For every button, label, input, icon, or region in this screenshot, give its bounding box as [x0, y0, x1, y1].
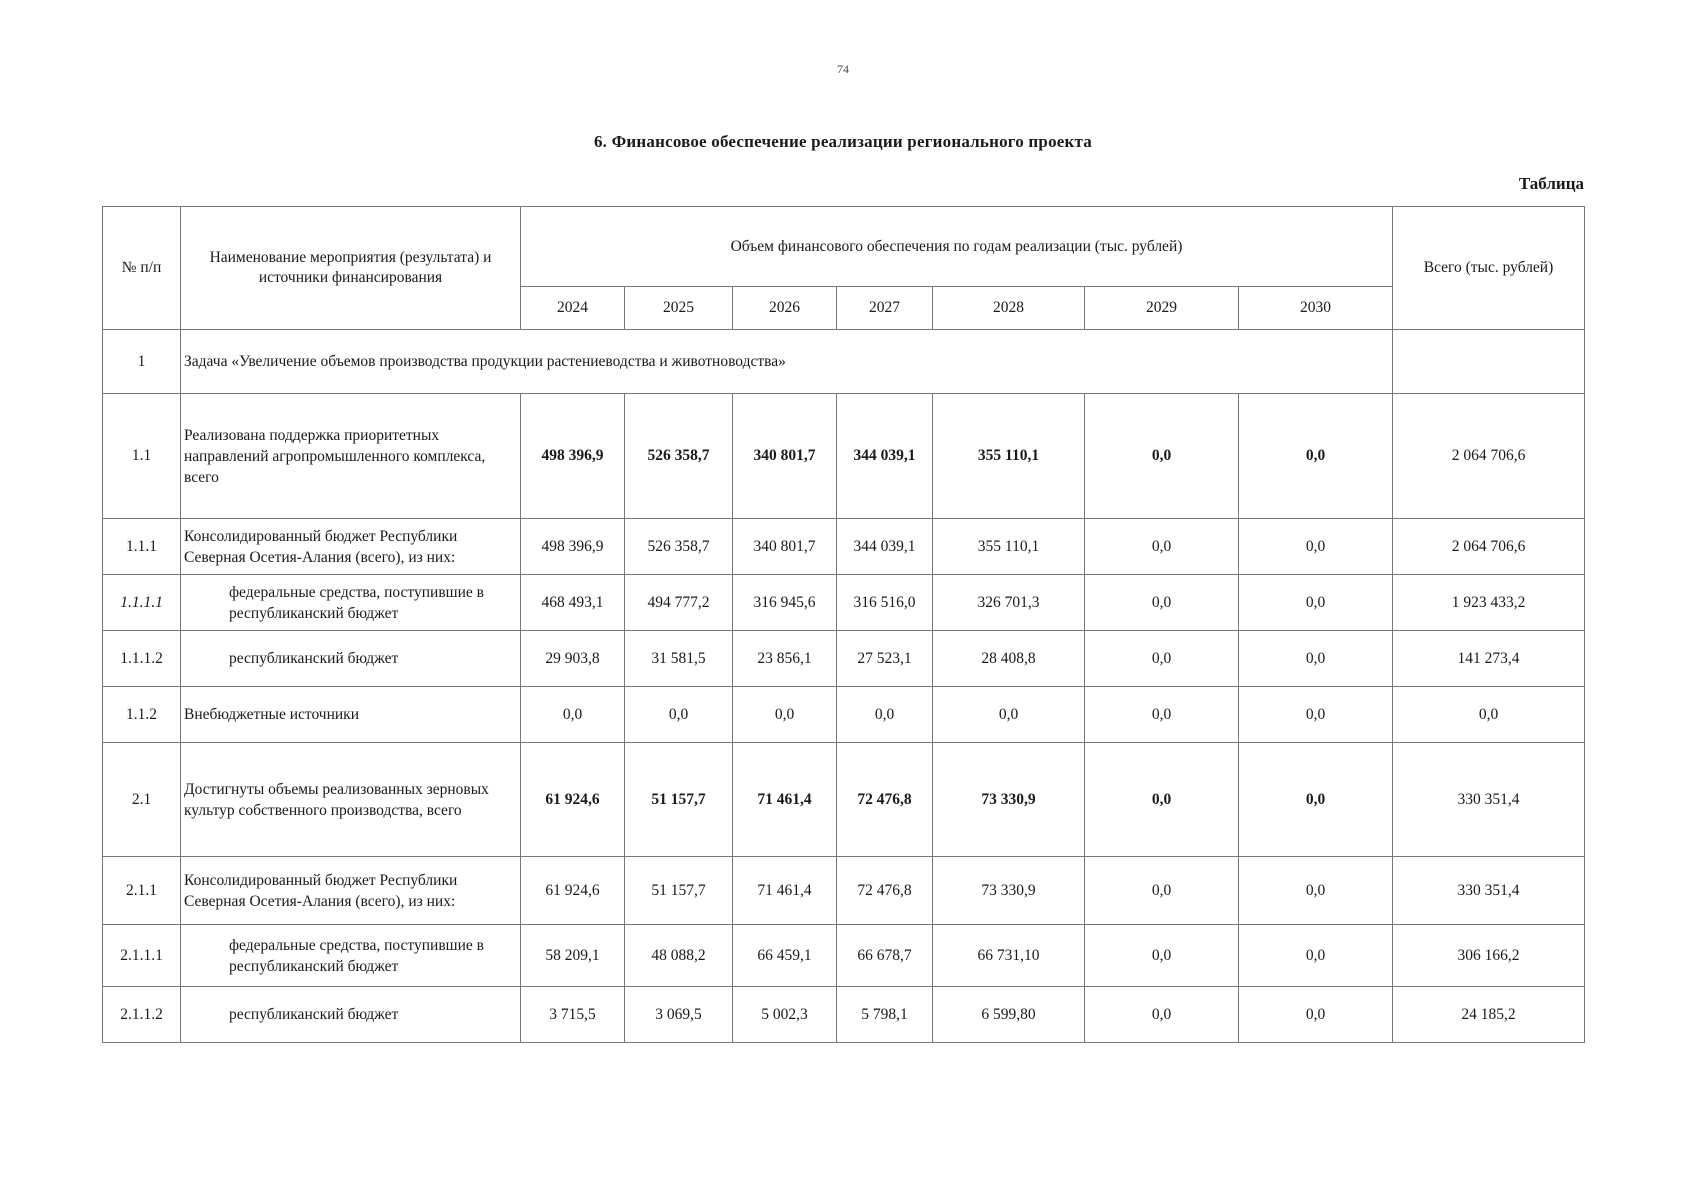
header-year: 2024 — [521, 287, 625, 330]
row-name: Реализована поддержка приоритетных направлений агропромышленного комплекса, всего — [181, 394, 521, 519]
table-row — [103, 575, 1585, 631]
row-value-2029: 0,0 — [1085, 394, 1239, 519]
row-value-2025: 31 581,5 — [625, 631, 733, 687]
row-name: Консолидированный бюджет Республики Северная Осетия-Алания (всего), из них: — [181, 519, 521, 575]
row-value-2026: 316 945,6 — [733, 575, 837, 631]
row-name: Достигнуты объемы реализованных зерновых культур собственного производства, всего — [181, 743, 521, 857]
header-volume: Объем финансового обеспечения по годам реализации (тыс. рублей) — [521, 207, 1393, 287]
row-total: 0,0 — [1393, 687, 1585, 743]
header-year: 2028 — [933, 287, 1085, 330]
row-value-2026: 71 461,4 — [733, 743, 837, 857]
table-row — [103, 687, 1585, 743]
row-name: федеральные средства, поступившие в республиканский бюджет — [181, 925, 521, 987]
row-value-2028: 326 701,3 — [933, 575, 1085, 631]
row-value-2028: 73 330,9 — [933, 857, 1085, 925]
row-total: 330 351,4 — [1393, 743, 1585, 857]
row-value-2024: 3 715,5 — [521, 987, 625, 1043]
row-value-2028: 73 330,9 — [933, 743, 1085, 857]
row-num: 2.1 — [103, 743, 181, 857]
row-value-2029: 0,0 — [1085, 575, 1239, 631]
row-total: 24 185,2 — [1393, 987, 1585, 1043]
row-value-2025: 3 069,5 — [625, 987, 733, 1043]
table-row — [103, 519, 1585, 575]
header-year: 2026 — [733, 287, 837, 330]
row-value-2026: 340 801,7 — [733, 519, 837, 575]
row-value-2027: 72 476,8 — [837, 857, 933, 925]
row-name: Внебюджетные источники — [181, 687, 521, 743]
table-row — [103, 631, 1585, 687]
row-num: 2.1.1 — [103, 857, 181, 925]
table-row — [103, 394, 1585, 519]
row-num: 1.1.1.2 — [103, 631, 181, 687]
row-value-2030: 0,0 — [1239, 857, 1393, 925]
row-value-2024: 58 209,1 — [521, 925, 625, 987]
row-value-2028: 355 110,1 — [933, 394, 1085, 519]
row-total: 306 166,2 — [1393, 925, 1585, 987]
table-row — [103, 925, 1585, 987]
row-value-2026: 23 856,1 — [733, 631, 837, 687]
header-year: 2030 — [1239, 287, 1393, 330]
row-value-2029: 0,0 — [1085, 987, 1239, 1043]
row-num: 2.1.1.1 — [103, 925, 181, 987]
row-num: 1.1 — [103, 394, 181, 519]
row-value-2026: 66 459,1 — [733, 925, 837, 987]
row-value-2024: 61 924,6 — [521, 743, 625, 857]
row-value-2024: 29 903,8 — [521, 631, 625, 687]
row-value-2024: 468 493,1 — [521, 575, 625, 631]
task-num: 1 — [103, 330, 181, 394]
table-row — [103, 987, 1585, 1043]
row-value-2025: 494 777,2 — [625, 575, 733, 631]
table-label: Таблица — [1518, 174, 1584, 193]
row-value-2030: 0,0 — [1239, 987, 1393, 1043]
table-row — [103, 857, 1585, 925]
row-value-2027: 344 039,1 — [837, 519, 933, 575]
table-row — [103, 743, 1585, 857]
row-total: 330 351,4 — [1393, 857, 1585, 925]
row-value-2028: 0,0 — [933, 687, 1085, 743]
row-total: 2 064 706,6 — [1393, 519, 1585, 575]
row-value-2027: 66 678,7 — [837, 925, 933, 987]
page-number: 74 — [837, 62, 849, 76]
row-total: 1 923 433,2 — [1393, 575, 1585, 631]
row-value-2029: 0,0 — [1085, 519, 1239, 575]
row-value-2030: 0,0 — [1239, 925, 1393, 987]
document-title: 6. Финансовое обеспечение реализации регионального проекта — [593, 132, 1092, 151]
row-value-2030: 0,0 — [1239, 575, 1393, 631]
row-value-2027: 344 039,1 — [837, 394, 933, 519]
row-value-2026: 0,0 — [733, 687, 837, 743]
row-total: 2 064 706,6 — [1393, 394, 1585, 519]
header-total: Всего (тыс. рублей) — [1393, 207, 1585, 330]
row-value-2025: 51 157,7 — [625, 743, 733, 857]
row-value-2030: 0,0 — [1239, 519, 1393, 575]
row-name: республиканский бюджет — [181, 987, 521, 1043]
row-value-2025: 526 358,7 — [625, 519, 733, 575]
row-value-2026: 340 801,7 — [733, 394, 837, 519]
row-value-2028: 6 599,80 — [933, 987, 1085, 1043]
row-value-2030: 0,0 — [1239, 631, 1393, 687]
row-num: 2.1.1.2 — [103, 987, 181, 1043]
row-name: федеральные средства, поступившие в республиканский бюджет — [181, 575, 521, 631]
row-value-2025: 0,0 — [625, 687, 733, 743]
row-value-2029: 0,0 — [1085, 631, 1239, 687]
row-value-2028: 66 731,10 — [933, 925, 1085, 987]
row-value-2030: 0,0 — [1239, 743, 1393, 857]
row-num: 1.1.2 — [103, 687, 181, 743]
row-name: республиканский бюджет — [181, 631, 521, 687]
row-value-2027: 5 798,1 — [837, 987, 933, 1043]
row-value-2025: 51 157,7 — [625, 857, 733, 925]
row-value-2029: 0,0 — [1085, 687, 1239, 743]
header-year: 2029 — [1085, 287, 1239, 330]
header-name: Наименование мероприятия (результата) и источники финансирования — [181, 207, 521, 330]
task-row — [103, 330, 1585, 394]
task-text: Задача «Увеличение объемов производства продукции растениеводства и животноводства» — [181, 330, 1393, 394]
row-value-2027: 72 476,8 — [837, 743, 933, 857]
header-num: № п/п — [103, 207, 181, 330]
row-num: 1.1.1 — [103, 519, 181, 575]
row-value-2029: 0,0 — [1085, 925, 1239, 987]
row-value-2026: 5 002,3 — [733, 987, 837, 1043]
row-value-2028: 355 110,1 — [933, 519, 1085, 575]
row-value-2024: 498 396,9 — [521, 519, 625, 575]
row-name: Консолидированный бюджет Республики Северная Осетия-Алания (всего), из них: — [181, 857, 521, 925]
row-value-2024: 61 924,6 — [521, 857, 625, 925]
row-value-2025: 526 358,7 — [625, 394, 733, 519]
row-value-2024: 0,0 — [521, 687, 625, 743]
row-value-2025: 48 088,2 — [625, 925, 733, 987]
row-value-2030: 0,0 — [1239, 687, 1393, 743]
row-value-2027: 0,0 — [837, 687, 933, 743]
row-value-2024: 498 396,9 — [521, 394, 625, 519]
row-value-2029: 0,0 — [1085, 743, 1239, 857]
row-value-2029: 0,0 — [1085, 857, 1239, 925]
row-total: 141 273,4 — [1393, 631, 1585, 687]
row-value-2028: 28 408,8 — [933, 631, 1085, 687]
header-year: 2025 — [625, 287, 733, 330]
financing-table — [102, 206, 1585, 1043]
row-value-2026: 71 461,4 — [733, 857, 837, 925]
row-value-2027: 316 516,0 — [837, 575, 933, 631]
row-num: 1.1.1.1 — [103, 575, 181, 631]
header-year: 2027 — [837, 287, 933, 330]
task-total-empty — [1393, 330, 1585, 394]
row-value-2027: 27 523,1 — [837, 631, 933, 687]
row-value-2030: 0,0 — [1239, 394, 1393, 519]
